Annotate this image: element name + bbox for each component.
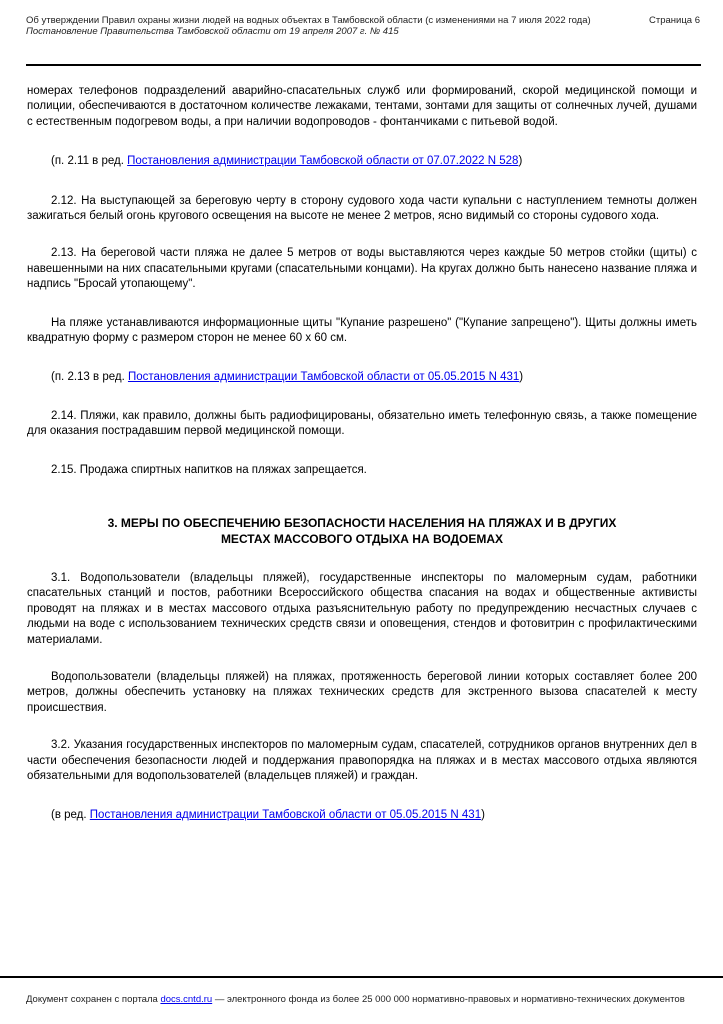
amendment-note-suffix: ) bbox=[518, 155, 523, 168]
section-3-title: 3. МЕРЫ ПО ОБЕСПЕЧЕНИЮ БЕЗОПАСНОСТИ НАСЕЛЕНИЯ НА ПЛЯЖАХ И В ДРУГИХ МЕСТАХ МАССОВОГО ОТДЫХА НА ВОДОЕМАХ bbox=[107, 516, 617, 546]
paragraph-emergency-call: Водопользователи (владельцы пляжей) на пляжах, протяженность береговой линии которых составляет более 200 метров, должны обеспечить установку на пляжах технических средств для экстренного вызова спасателей к месту происшествия. bbox=[27, 670, 697, 714]
paragraph-2-14: 2.14. Пляжи, как правило, должны быть радиофицированы, обязательно иметь телефонную связь, а также помещение для оказания пострадавшим первой медицинской помощи. bbox=[27, 409, 697, 438]
page-footer bbox=[26, 994, 706, 1005]
header-doc-title: Об утверждении Правил охраны жизни людей на водных объектах в Тамбовской области (с изменениями на 7 июля 2022 года) bbox=[26, 15, 591, 26]
amendment-link-2015-431[interactable]: Постановления администрации Тамбовской области от 05.05.2015 N 431 bbox=[127, 371, 520, 384]
footer-portal-link[interactable]: docs.cntd.ru bbox=[160, 994, 213, 1005]
amendment-link-2022-528[interactable]: Постановления администрации Тамбовской области от 07.07.2022 N 528 bbox=[127, 155, 519, 168]
header-document-info bbox=[26, 15, 596, 37]
amendment-note-3-2 bbox=[27, 808, 697, 823]
amendment-note-prefix: (в ред. bbox=[51, 809, 90, 822]
amendment-note-prefix: (п. 2.13 в ред. bbox=[51, 371, 128, 384]
paragraph-3-1: 3.1. Водопользователи (владельцы пляжей), государственные инспекторы по маломерным судам, работники спасательных станций и постов, работники Всероссийского общества спасания на водах и общественные активисты проводят на пляжах и в местах массового отдыха разъяснительную работу по предупреждению несчастных случаев с людьми на воде с использованием технических средств связи и оповещения, стендов и фотовитрин с профилактическими материалами. bbox=[27, 571, 697, 646]
paragraph-2-13: 2.13. На береговой части пляжа не далее 5 метров от воды выставляются через каждые 50 метров стойки (щиты) с навешенными на них спасательными кругами (спасательными концами). На кругах должно быть нанесено название пляжа и надпись "Бросай утопающему". bbox=[27, 247, 697, 291]
document-body bbox=[27, 84, 697, 824]
paragraph-2-15: 2.15. Продажа спиртных напитков на пляжах запрещается. bbox=[51, 463, 367, 476]
paragraph-3-2: 3.2. Указания государственных инспекторов по маломерным судам, спасателей, сотрудников органов внутренних дел в части обеспечения безопасности людей и поддержания правопорядка на пляжах и в местах массового отдыха являются обязательными для водопользователей (владельцев пляжей) и граждан. bbox=[27, 739, 697, 782]
amendment-note-suffix: ) bbox=[519, 371, 524, 384]
paragraph-2-12: 2.12. На выступающей за береговую черту в сторону судового хода части купальни с наступлением темноты должен зажигаться белый огонь кругового освещения на высоте не менее 2 метров, ясно видимый со стороны судового хода. bbox=[27, 194, 697, 223]
footer-prefix: Документ сохранен с портала bbox=[26, 994, 161, 1005]
footer-suffix: — электронного фонда из более 25 000 000 нормативно-правовых и нормативно-технических документов bbox=[212, 994, 685, 1005]
paragraph-beach-equipment: номерах телефонов подразделений аварийно-спасательных служб или формирований, скорой медицинской помощи и полиции, обеспечиваются в достаточном количестве лежаками, тентами, зонтами для защиты от солнечных лучей, душами с естественным подогревом воды, а при наличии водопроводов - фонтанчиками с питьевой водой. bbox=[27, 85, 697, 128]
paragraph-info-boards: На пляже устанавливаются информационные щиты "Купание разрешено" ("Купание запрещено"). Щиты должны иметь квадратную форму с размером сторон не менее 60 x 60 см. bbox=[27, 316, 697, 345]
page-number: Страница 6 bbox=[649, 15, 700, 26]
footer-divider bbox=[0, 976, 723, 978]
amendment-note-2-13 bbox=[27, 370, 697, 385]
amendment-link-2015-431-b[interactable]: Постановления администрации Тамбовской области от 05.05.2015 N 431 bbox=[89, 809, 482, 822]
amendment-note-suffix: ) bbox=[481, 809, 485, 822]
header-divider bbox=[26, 64, 701, 66]
page-header bbox=[26, 15, 700, 65]
amendment-note-prefix: (п. 2.11 в ред. bbox=[51, 155, 128, 168]
header-doc-subtitle: Постановление Правительства Тамбовской области от 19 апреля 2007 г. № 415 bbox=[26, 26, 399, 37]
amendment-note-2-11 bbox=[27, 154, 697, 169]
